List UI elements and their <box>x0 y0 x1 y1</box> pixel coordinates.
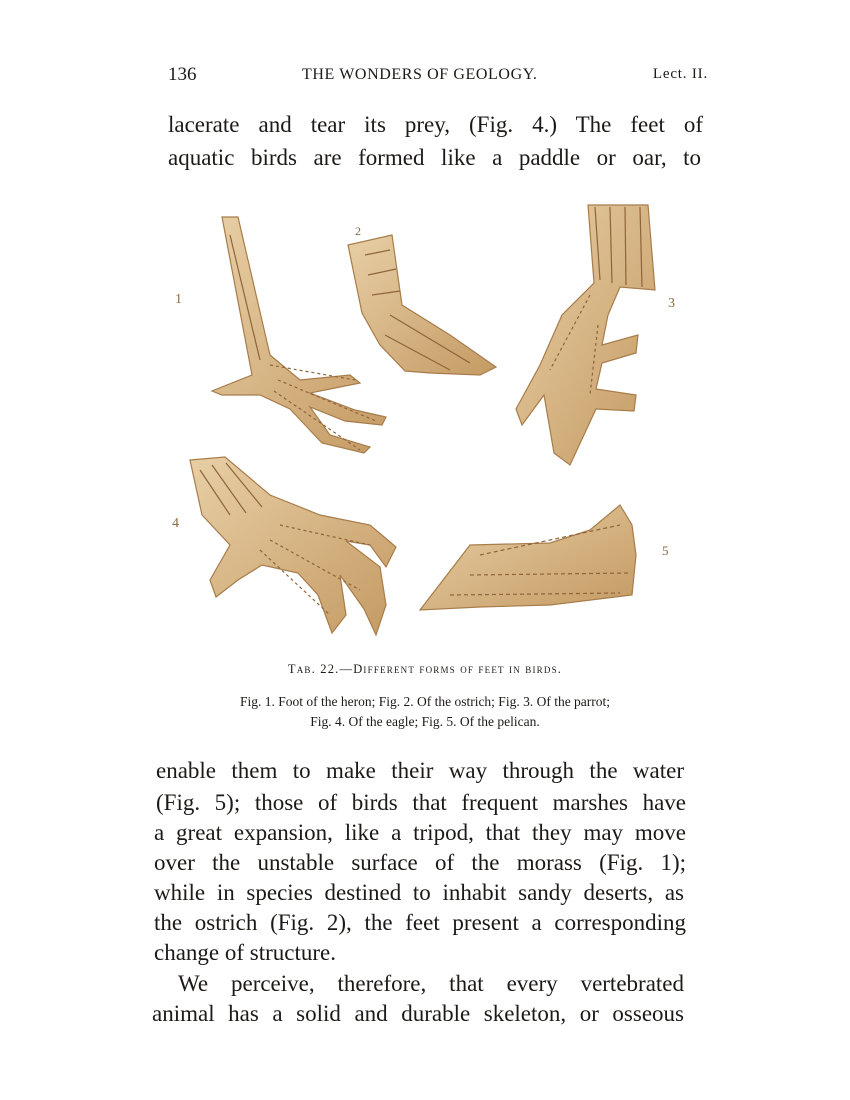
pelican-foot-drawing <box>420 505 636 610</box>
figure-number-4: 4 <box>172 516 179 531</box>
text-line: the ostrich (Fig. 2), the feet present a corresponding <box>154 910 686 935</box>
text-line: (Fig. 5); those of birds that frequent marshes have <box>156 790 686 815</box>
figure-number-5: 5 <box>662 543 669 558</box>
plate-caption-line: Fig. 4. Of the eagle; Fig. 5. Of the pelican. <box>310 714 540 729</box>
figure-number-3: 3 <box>668 296 675 311</box>
figure-number-1: 1 <box>175 292 182 307</box>
text-line: while in species destined to inhabit sandy deserts, as <box>154 880 684 905</box>
running-title: THE WONDERS OF GEOLOGY. <box>302 66 538 83</box>
section-label: Lect. II. <box>652 66 708 82</box>
text-line: aquatic birds are formed like a paddle or oar, to <box>168 145 701 170</box>
text-line: We perceive, therefore, that every vertebrated <box>178 971 684 996</box>
figure-number-2: 2 <box>355 224 361 238</box>
page-number: 136 <box>168 64 197 85</box>
text-line: change of structure. <box>154 940 337 965</box>
plate-caption-title: Tab. 22.—Different forms of feet in birds. <box>287 662 563 676</box>
plate-caption-line: Fig. 1. Foot of the heron; Fig. 2. Of the ostrich; Fig. 3. Of the parrot; <box>239 694 611 709</box>
text-line: enable them to make their way through the water <box>156 758 684 783</box>
eagle-foot-drawing <box>190 457 396 635</box>
text-line: animal has a solid and durable skeleton, or osseous <box>152 1001 684 1026</box>
text-line: lacerate and tear its prey, (Fig. 4.) The feet of <box>168 112 703 137</box>
parrot-foot-drawing <box>516 205 655 465</box>
text-line: a great expansion, like a tripod, that they may move <box>154 820 686 845</box>
text-line: over the unstable surface of the morass (Fig. 1); <box>154 850 686 875</box>
ostrich-foot-drawing <box>348 235 496 375</box>
bird-feet-plate <box>150 195 710 650</box>
running-header <box>168 64 708 90</box>
